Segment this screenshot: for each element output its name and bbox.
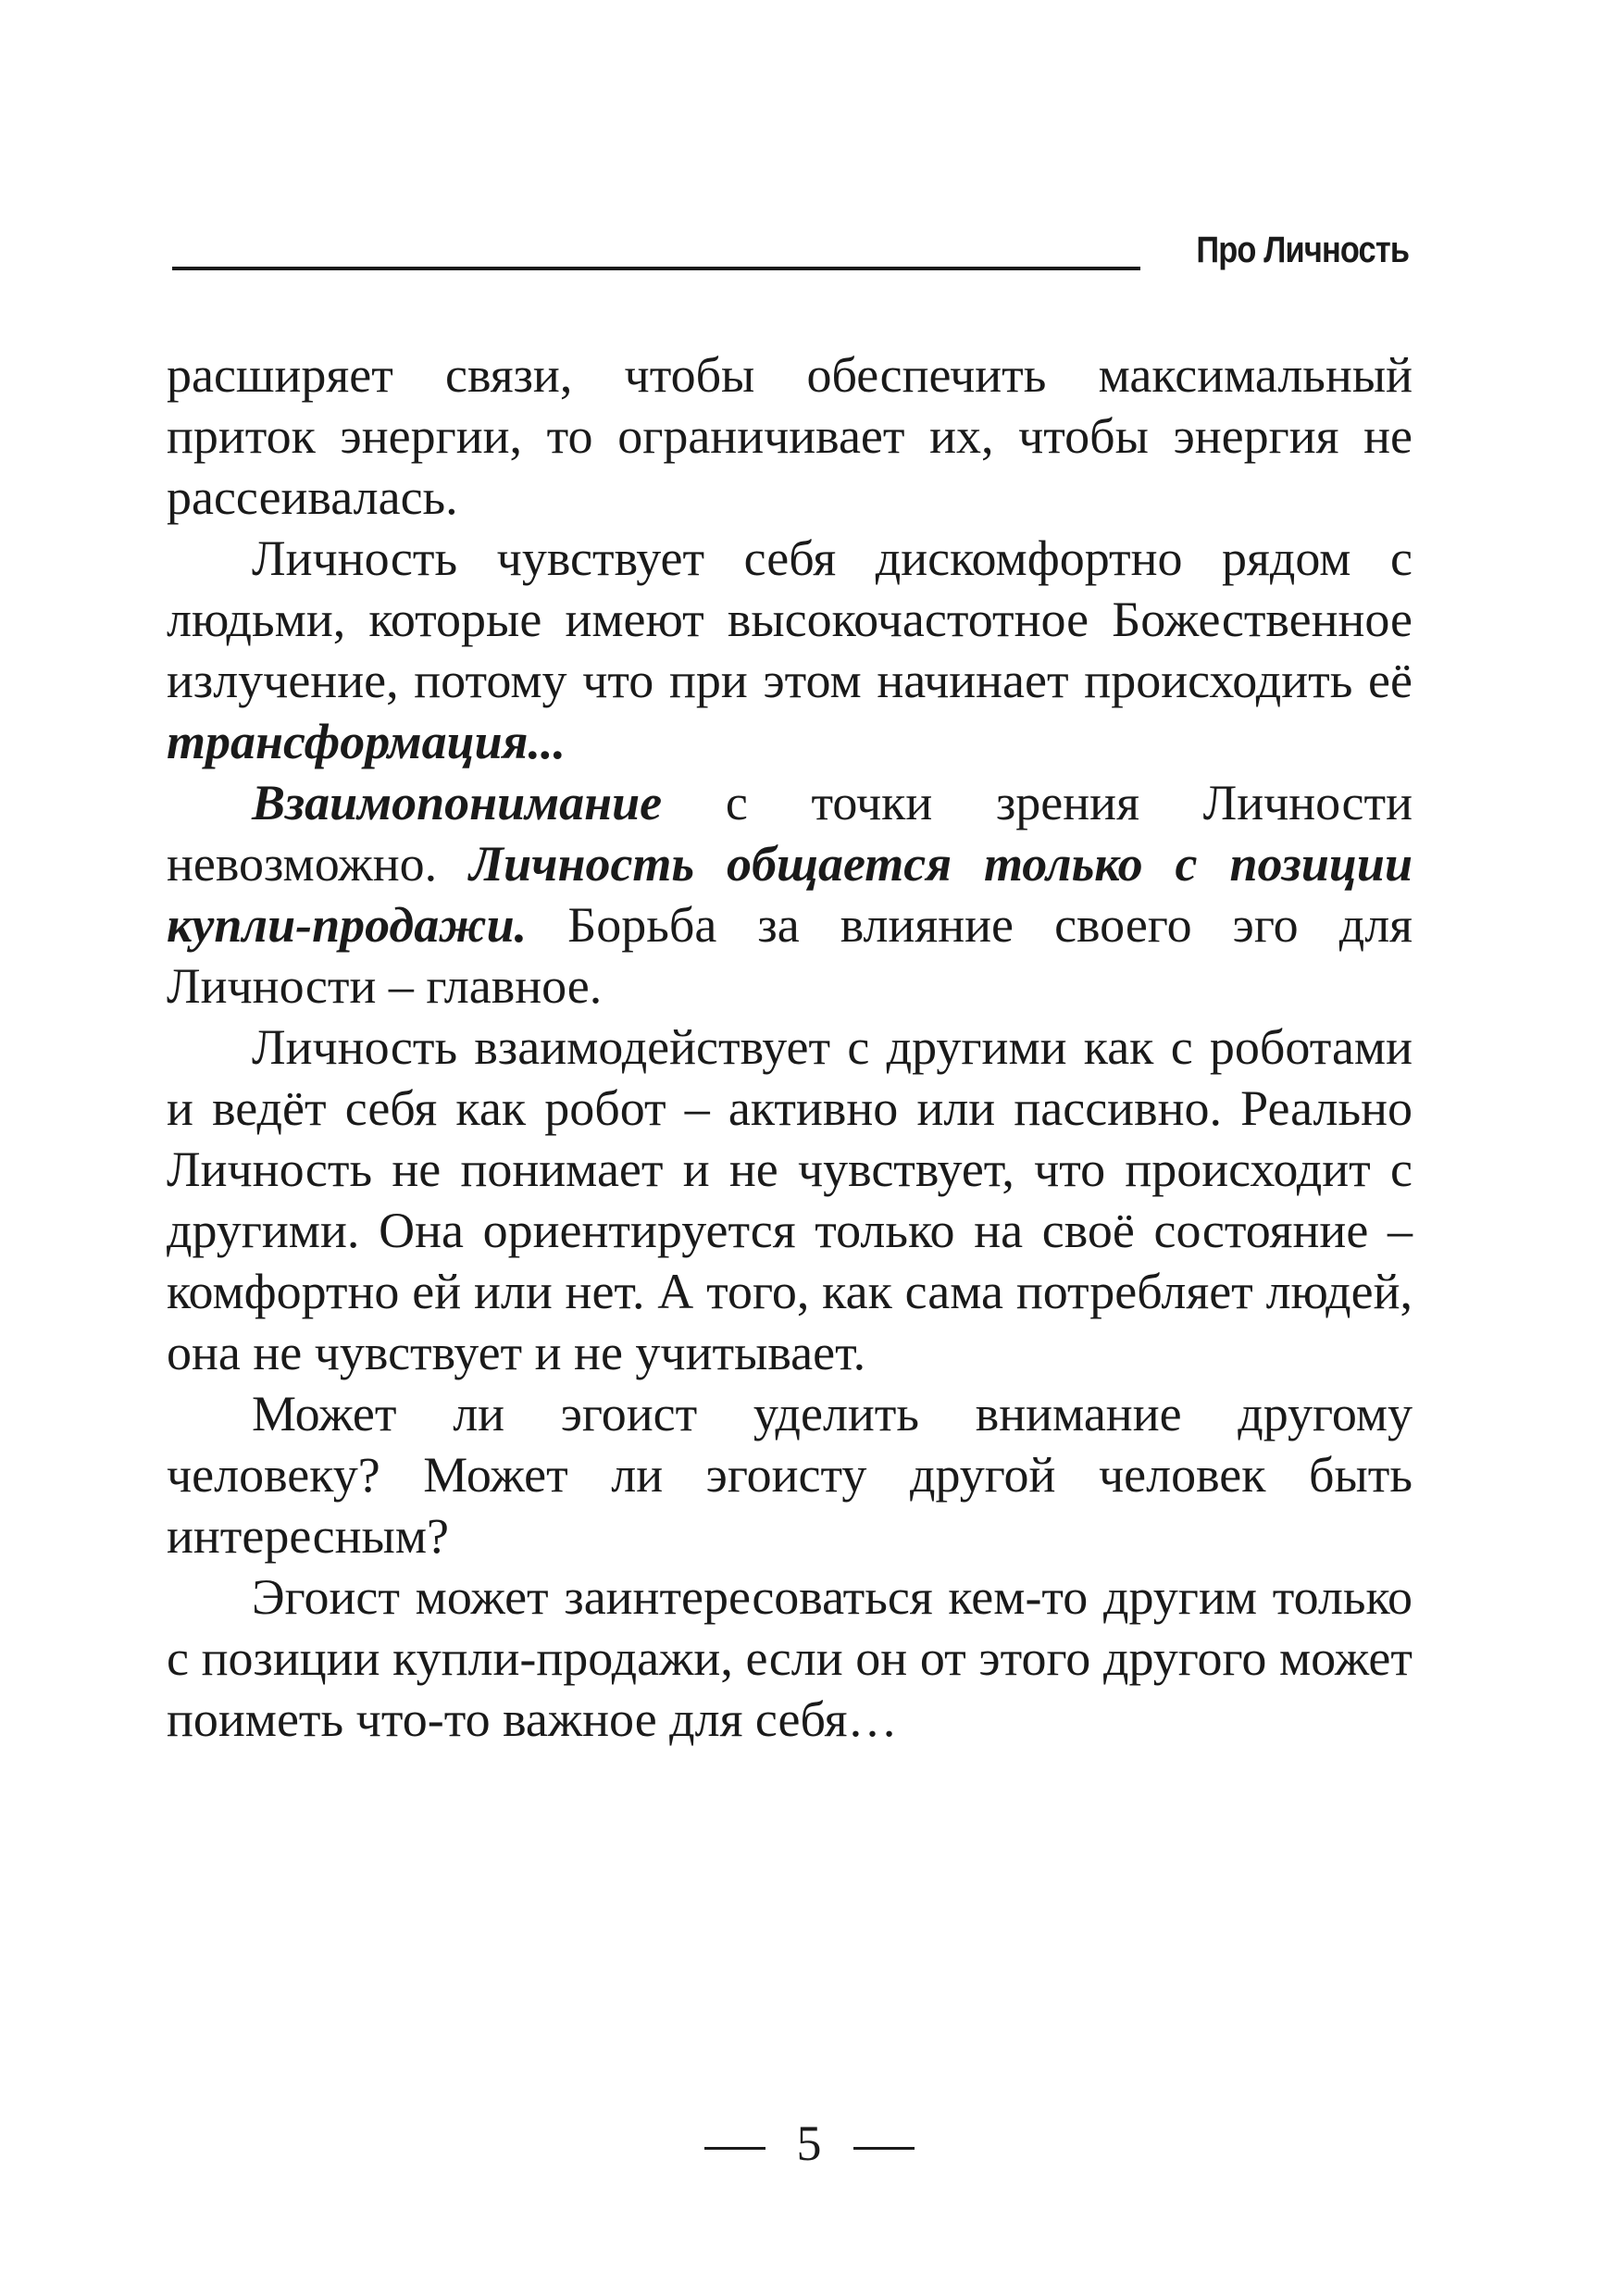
header-rule [172, 267, 1140, 270]
running-head: Про Личность [1196, 230, 1409, 270]
paragraph-3-emphasis-1: Взаимопонимание [252, 775, 663, 830]
paragraph-3-text-2: Борьба за влияние своего эго для Личности – главное. [167, 897, 1413, 1014]
paragraph-3-emphasis-2: Личность общается только с позиции купли-продажи. [167, 836, 1413, 953]
page-footer [0, 2113, 1618, 2174]
paragraph-6-text: Эгоист может заинтересоваться кем-то другим только с позиции купли-продажи, если он от этого другого может поиметь что-то важное для себя… [167, 1569, 1413, 1747]
paragraph-1 [167, 344, 1413, 528]
paragraph-3 [167, 772, 1413, 1017]
paragraph-5 [167, 1383, 1413, 1566]
footer-dash-right [853, 2147, 915, 2150]
paragraph-3-text-1: с точки зрения Личности невозможно. [167, 775, 1413, 892]
paragraph-2-emphasis: трансформация... [167, 714, 566, 769]
page-number: 5 [796, 2115, 822, 2171]
paragraph-2 [167, 528, 1413, 772]
paragraph-2-text: Личность чувствует себя дискомфортно рядом с людьми, которые имеют высокочастотное Божественное излучение, потому что при этом начинает происходить её [167, 530, 1413, 708]
paragraph-4-text: Личность взаимодействует с другими как с роботами и ведёт себя как робот – активно или пассивно. Реально Личность не понимает и не чувствует, что происходит с другими. Она ориентируется только на своё состояние – комфортно ей или нет. А того, как сама потребляет людей, она не чувствует и не учитывает. [167, 1019, 1413, 1380]
paragraph-5-text: Может ли эгоист уделить внимание другому человеку? Может ли эгоисту другой человек быть интересным? [167, 1386, 1413, 1564]
paragraph-1-text: расширяет связи, чтобы обеспечить максимальный приток энергии, то ограничивает их, чтобы энергия не рассеивалась. [167, 347, 1413, 525]
footer-dash-left [704, 2147, 765, 2150]
paragraph-6 [167, 1566, 1413, 1750]
body-text [167, 344, 1413, 1750]
paragraph-4 [167, 1017, 1413, 1383]
